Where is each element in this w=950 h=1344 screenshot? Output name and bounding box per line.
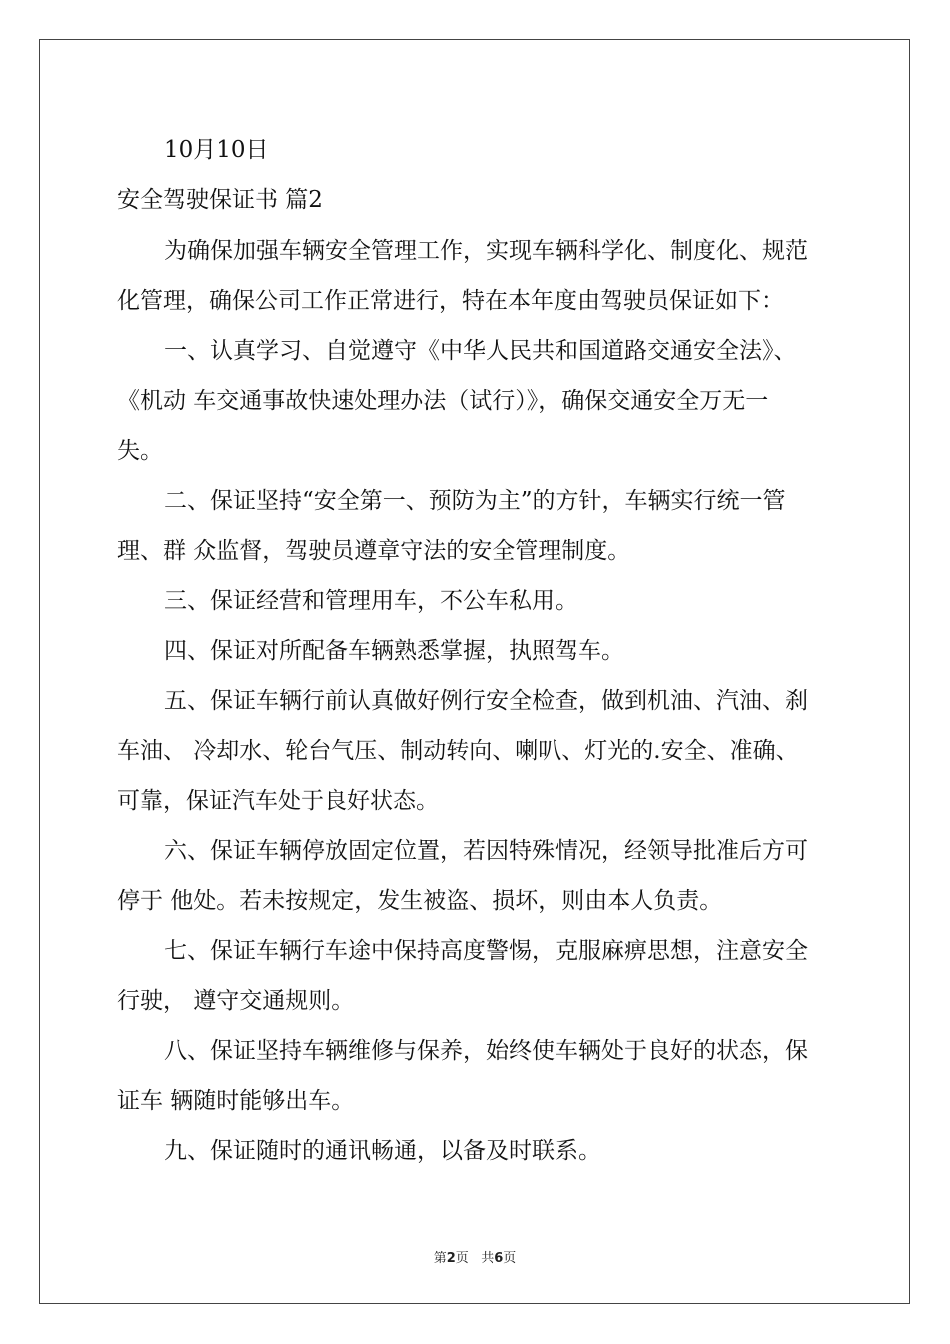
date-line: 10月10日 xyxy=(164,137,269,163)
paragraph-2-line-3: 失。 xyxy=(117,438,163,464)
paragraph-10-line-1: 九、保证随时的通讯畅通，以备及时联系。 xyxy=(164,1138,601,1164)
paragraph-7-line-1: 六、保证车辆停放固定位置，若因特殊情况，经领导批准后方可 xyxy=(164,838,808,864)
paragraph-6-line-3: 可靠，保证汽车处于良好状态。 xyxy=(117,788,439,814)
paragraph-2-line-2: 《机动 车交通事故快速处理办法（试行）》，确保交通安全万无一 xyxy=(117,388,769,414)
page-prefix: 第 xyxy=(433,1251,447,1266)
paragraph-8-line-2: 行驶， 遵守交通规则。 xyxy=(117,988,355,1014)
paragraph-5-line-1: 四、保证对所配备车辆熟悉掌握，执照驾车。 xyxy=(164,638,624,664)
paragraph-6-line-1: 五、保证车辆行前认真做好例行安全检查，做到机油、汽油、刹 xyxy=(164,688,808,714)
paragraph-9-line-2: 证车 辆随时能够出车。 xyxy=(117,1088,355,1114)
paragraph-2-line-1: 一、认真学习、自觉遵守《中华人民共和国道路交通安全法》、 xyxy=(164,338,797,364)
paragraph-1-line-1: 为确保加强车辆安全管理工作，实现车辆科学化、制度化、规范 xyxy=(164,238,808,264)
paragraph-1-line-2: 化管理，确保公司工作正常进行，特在本年度由驾驶员保证如下： xyxy=(117,288,784,314)
page-suffix: 页 xyxy=(455,1251,469,1266)
total-pages: 6 xyxy=(494,1251,504,1266)
total-suffix: 页 xyxy=(503,1251,517,1266)
paragraph-7-line-2: 停于 他处。若未按规定，发生被盗、损坏，则由本人负责。 xyxy=(117,888,723,914)
page-number: 2 xyxy=(446,1251,456,1266)
paragraph-6-line-2: 车油、 冷却水、轮台气压、制动转向、喇叭、灯光的.安全、准确、 xyxy=(117,738,799,764)
paragraph-4-line-1: 三、保证经营和管理用车，不公车私用。 xyxy=(164,588,578,614)
paragraph-8-line-1: 七、保证车辆行车途中保持高度警惕，克服麻痹思想，注意安全 xyxy=(164,938,808,964)
paragraph-3-line-2: 理、群 众监督，驾驶员遵章守法的安全管理制度。 xyxy=(117,538,631,564)
total-prefix: 共 xyxy=(481,1251,495,1266)
paragraph-9-line-1: 八、保证坚持车辆维修与保养，始终使车辆处于良好的状态，保 xyxy=(164,1038,808,1064)
page-footer xyxy=(0,1247,950,1266)
section-heading: 安全驾驶保证书 篇2 xyxy=(117,187,323,213)
paragraph-3-line-1: 二、保证坚持“安全第一、预防为主”的方针，车辆实行统一管 xyxy=(164,488,786,514)
